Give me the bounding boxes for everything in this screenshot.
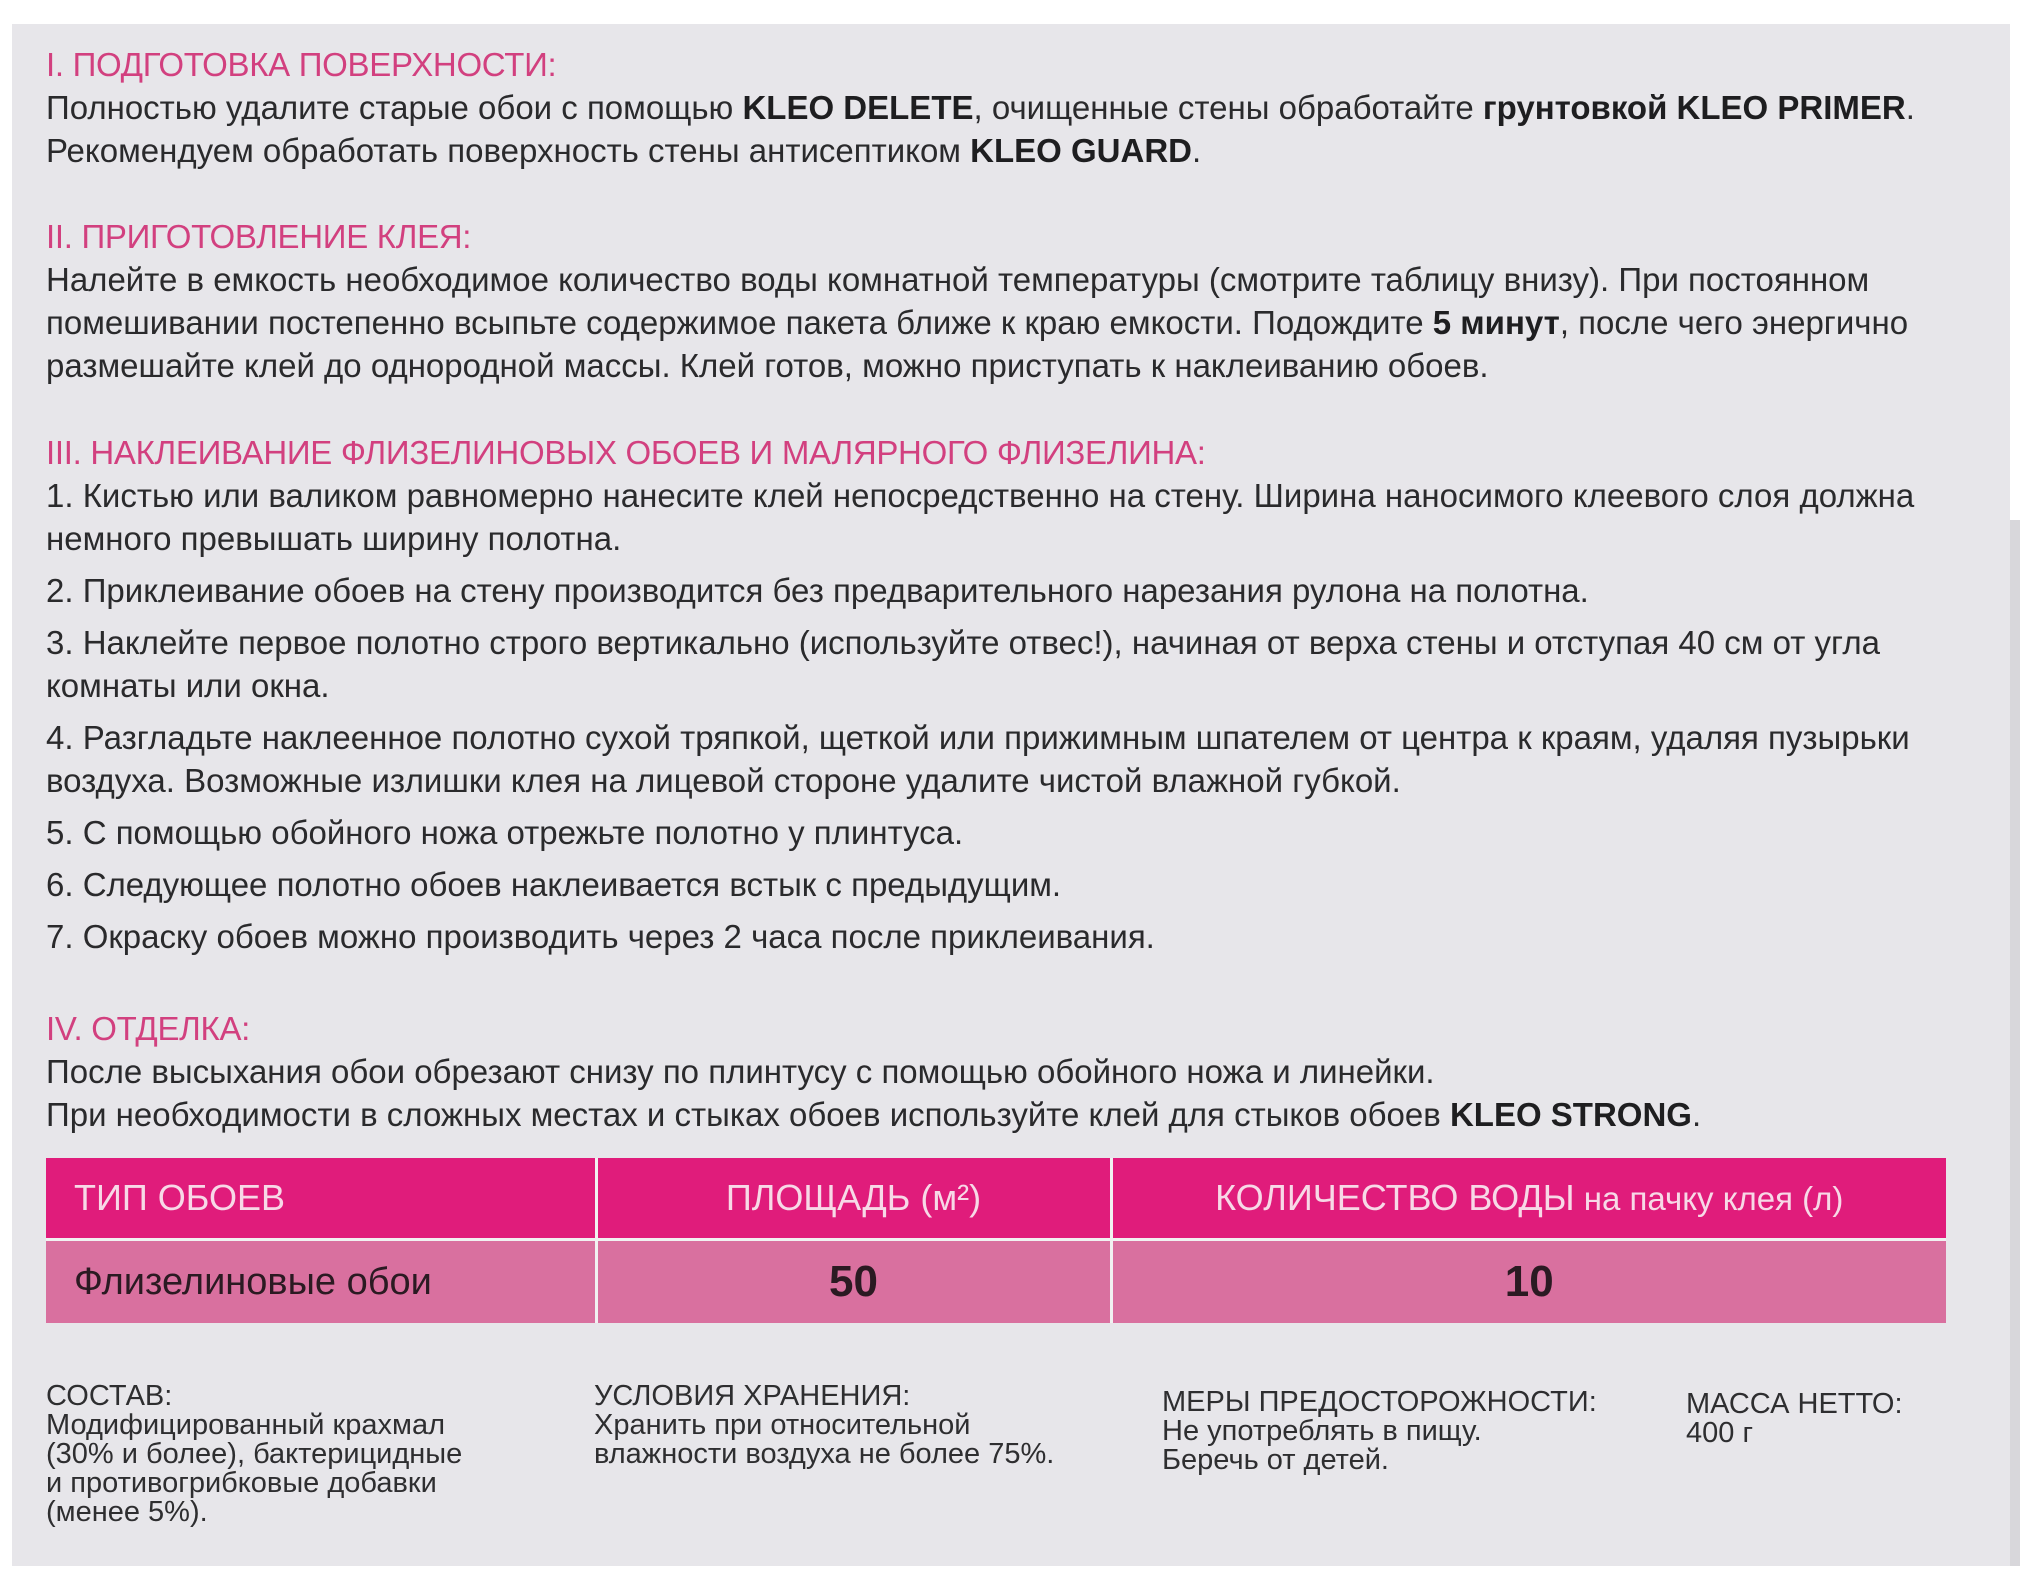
- section-text: При необходимости в сложных местах и стыках обоев используйте клей для стыков обоев KLEO STRONG.: [46, 1096, 1702, 1133]
- composition-line: (30% и более), бактерицидные: [46, 1438, 463, 1470]
- header-area: ПЛОЩАДЬ (м²): [596, 1158, 1111, 1240]
- list-item: 3. Наклейте первое полотно строго вертикально (используйте отвес!), начиная от верха стены и отступая 40 см от угла комнаты или окна.: [46, 624, 1880, 704]
- list-item: 6. Следующее полотно обоев наклеивается встык с предыдущим.: [46, 866, 1062, 903]
- section-heading: I. ПОДГОТОВКА ПОВЕРХНОСТИ:: [46, 46, 557, 83]
- net-mass-block: [1686, 1390, 1903, 1448]
- product-name: KLEO GUARD: [970, 132, 1193, 169]
- composition-line: Модифицированный крахмал: [46, 1409, 445, 1441]
- section-glue-prep: [46, 216, 1966, 387]
- product-name: KLEO STRONG: [1449, 1096, 1692, 1133]
- section-text: После высыхания обои обрезают снизу по плинтусу с помощью обойного ножа и линейки.: [46, 1053, 1435, 1090]
- storage-block: [594, 1382, 1054, 1469]
- section-hanging: [46, 432, 1966, 967]
- list-item: 1. Кистью или валиком равномерно нанесите клей непосредственно на стену. Ширина наносимого клеевого слоя должна немного превышать ширину полотна.: [46, 477, 1915, 557]
- storage-heading: УСЛОВИЯ ХРАНЕНИЯ:: [594, 1380, 911, 1412]
- composition-block: [46, 1382, 462, 1527]
- section-heading: IV. ОТДЕЛКА:: [46, 1010, 251, 1047]
- section-heading: II. ПРИГОТОВЛЕНИЕ КЛЕЯ:: [46, 218, 472, 255]
- list-item: 5. С помощью обойного ножа отрежьте полотно у плинтуса.: [46, 814, 964, 851]
- list-item: 7. Окраску обоев можно производить через 2 часа после приклеивания.: [46, 918, 1155, 955]
- wait-time: 5 минут: [1432, 304, 1560, 341]
- list-item: 2. Приклеивание обоев на стену производится без предварительного нарезания рулона на полотна.: [46, 572, 1589, 609]
- product-name: KLEO DELETE: [742, 89, 974, 126]
- composition-line: и противогрибковые добавки: [46, 1467, 437, 1499]
- net-mass-value: 400 г: [1686, 1417, 1754, 1449]
- net-mass-heading: МАССА НЕТТО:: [1686, 1388, 1903, 1420]
- header-water: КОЛИЧЕСТВО ВОДЫ на пачку клея (л): [1111, 1158, 1946, 1240]
- table-header-row: [46, 1158, 1946, 1240]
- precautions-block: [1162, 1388, 1597, 1475]
- storage-line: влажности воздуха не более 75%.: [594, 1438, 1055, 1470]
- section-text: Налейте в емкость необходимое количество воды комнатной температуры (смотрите таблицу внизу). При постоянном помешивании постепенно всыпьте содержимое пакета ближе к краю емкости. Подождите 5 минут, после чего энергично размешайте клей до однородной массы. Клей готов, можно приступать к наклеиванию обоев.: [46, 261, 1909, 384]
- section-surface-prep: [46, 44, 1966, 172]
- page-edge-shadow: [2010, 520, 2020, 1566]
- section-heading: III. НАКЛЕИВАНИЕ ФЛИЗЕЛИНОВЫХ ОБОЕВ И МАЛЯРНОГО ФЛИЗЕЛИНА:: [46, 434, 1206, 471]
- precautions-heading: МЕРЫ ПРЕДОСТОРОЖНОСТИ:: [1162, 1386, 1597, 1418]
- storage-line: Хранить при относительной: [594, 1409, 971, 1441]
- section-finishing: [46, 1008, 1966, 1136]
- precautions-line: Не употреблять в пищу.: [1162, 1415, 1482, 1447]
- section-text: Полностью удалите старые обои с помощью KLEO DELETE, очищенные стены обработайте грунтовкой KLEO PRIMER. Рекомендуем обработать поверхность стены антисептиком KLEO GUARD.: [46, 89, 1915, 169]
- table-row: [46, 1240, 1946, 1324]
- precautions-line: Беречь от детей.: [1162, 1444, 1389, 1476]
- product-name: грунтовкой KLEO PRIMER: [1482, 89, 1906, 126]
- composition-heading: СОСТАВ:: [46, 1380, 173, 1412]
- composition-line: (менее 5%).: [46, 1496, 208, 1528]
- list-item: 4. Разгладьте наклеенное полотно сухой тряпкой, щеткой или прижимным шпателем от центра к краям, удаляя пузырьки воздуха. Возможные излишки клея на лицевой стороне удалите чистой влажной губкой.: [46, 719, 1910, 799]
- cell-wallpaper-type: Флизелиновые обои: [46, 1240, 596, 1324]
- header-wallpaper-type: ТИП ОБОЕВ: [46, 1158, 596, 1240]
- cell-area: 50: [596, 1240, 1111, 1324]
- cell-water: 10: [1111, 1240, 1946, 1324]
- water-table: [46, 1158, 1946, 1323]
